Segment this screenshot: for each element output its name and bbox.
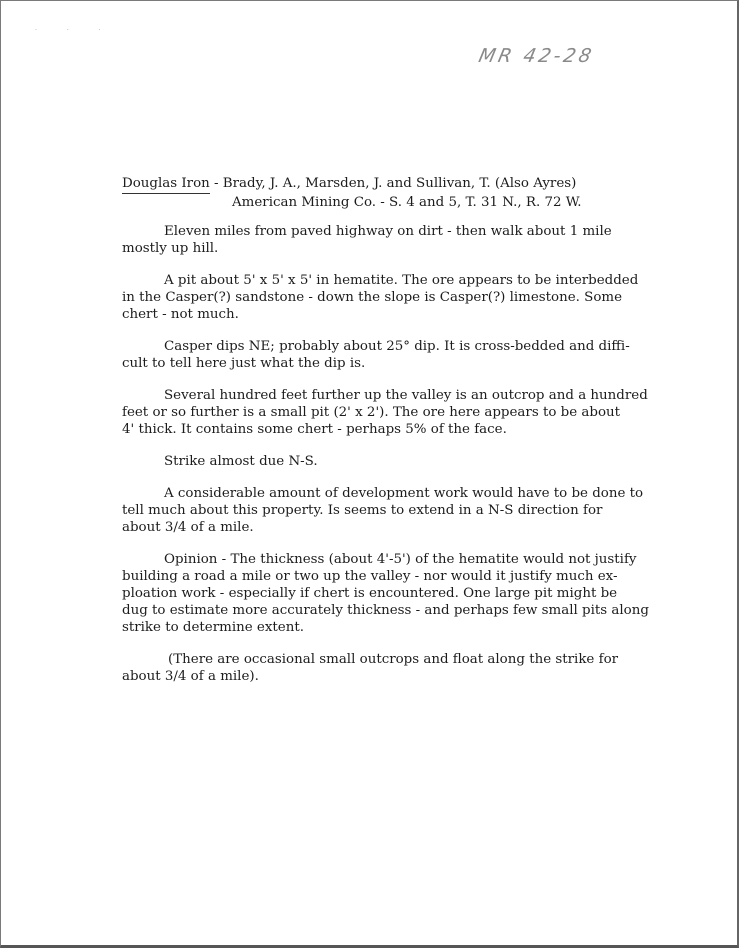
- paragraph-development: A considerable amount of development work would have to be done to tell much about this property. Is seems to extend in a N-S direction for about 3/4 of a mile.: [122, 486, 644, 535]
- report-heading: [122, 175, 581, 211]
- heading-line1: - Brady, J. A., Marsden, J. and Sullivan, T. (Also Ayres): [209, 176, 577, 191]
- report-body: [122, 223, 692, 700]
- paragraph-opinion: Opinion - The thickness (about 4'-5') of the hematite would not justify building a road a mile or two up the valley - nor would it justify much ex- ploation work - especially if chert is encountered. One large pit might be dug to estimate more accurately thickness - and perhaps few small pits along strike to determine extent.: [122, 552, 649, 635]
- paragraph-outcrop: Several hundred feet further up the valley is an outcrop and a hundred feet or so further is a small pit (2' x 2'). The ore here appears to be about 4' thick. It contains some chert - perhaps 5% of the face.: [122, 388, 648, 437]
- paragraph-strike: Strike almost due N-S.: [164, 454, 318, 469]
- heading-line2: American Mining Co. - S. 4 and 5, T. 31 N., R. 72 W.: [232, 195, 582, 210]
- paragraph-pit: A pit about 5' x 5' x 5' in hematite. The ore appears to be interbedded in the Casper(?) sandstone - down the slope is Casper(?) limestone. Some chert - not much.: [122, 273, 639, 322]
- paragraph-dip: Casper dips NE; probably about 25° dip. It is cross-bedded and diffi- cult to tell here just what the dip is.: [122, 339, 630, 371]
- paragraph-access: Eleven miles from paved highway on dirt - then walk about 1 mile mostly up hill.: [122, 224, 612, 256]
- paragraph-note: (There are occasional small outcrops and float along the strike for about 3/4 of a mile).: [122, 652, 619, 684]
- corner-marks: · · ·: [35, 27, 115, 34]
- handwritten-id: MR 42-28: [476, 45, 597, 67]
- mine-name: Douglas Iron: [122, 175, 210, 194]
